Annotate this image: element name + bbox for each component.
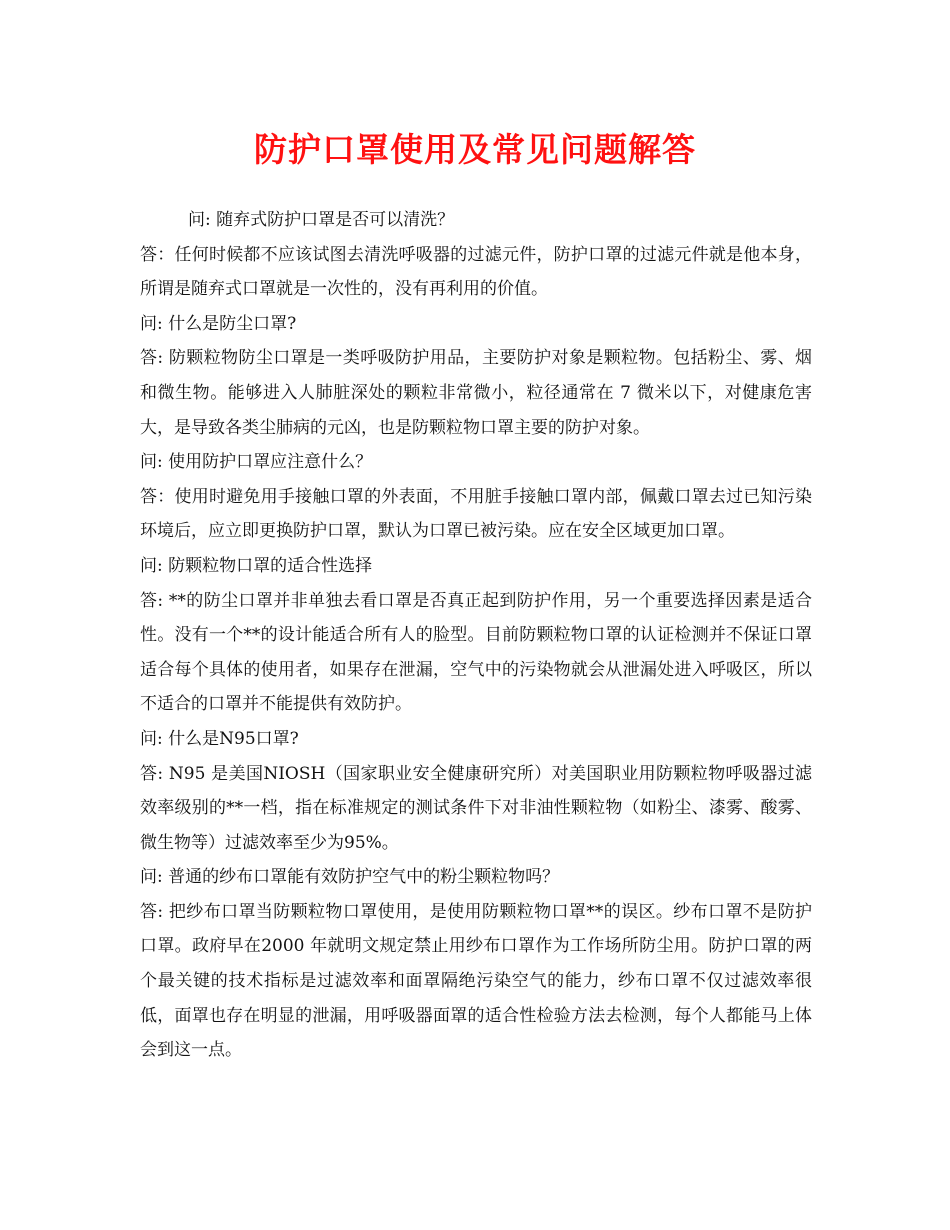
question-2: 问: 什么是防尘口罩? [140, 313, 297, 334]
answer-6: 答: 把纱布口罩当防颗粒物口罩使用，是使用防颗粒物口罩**的误区。纱布口罩不是防护口罩。政府早在2000 年就明文规定禁止用纱布口罩作为工作场所防尘用。防护口罩的两个最关键的技术指标是过滤效率和面罩隔绝污染空气的能力，纱布口罩不仅过滤效率很低，面罩也存在明显的泄漏，用呼吸器面罩的适合性检验方法去检测，每个人都能马上体会到这一点。 [140, 901, 812, 1061]
page-title: 防护口罩使用及常见问题解答 [254, 130, 696, 169]
question-5: 问: 什么是N95口罩? [140, 728, 299, 749]
question-1: 问: 随弃式防护口罩是否可以清洗？ [188, 210, 455, 230]
question-6: 问: 普通的纱布口罩能有效防护空气中的粉尘颗粒物吗？ [140, 867, 560, 888]
qa-content [140, 203, 812, 1068]
question-4: 问: 防颗粒物口罩的适合性选择 [140, 555, 373, 576]
answer-1: 答：任何时候都不应该试图去清洗呼吸器的过滤元件，防护口罩的过滤元件就是他本身，所谓是随弃式口罩就是一次性的，没有再利用的价值。 [140, 244, 812, 300]
answer-3: 答：使用时避免用手接触口罩的外表面，不用脏手接触口罩内部，佩戴口罩去过已知污染环境后，应立即更换防护口罩，默认为口罩已被污染。应在安全区域更加口罩。 [140, 486, 812, 542]
answer-4: 答: **的防尘口罩并非单独去看口罩是否真正起到防护作用，另一个重要选择因素是适合性。没有一个**的设计能适合所有人的脸型。目前防颗粒物口罩的认证检测并不保证口罩适合每个具体的使用者，如果存在泄漏，空气中的污染物就会从泄漏处进入呼吸区，所以不适合的口罩并不能提供有效防护。 [140, 590, 812, 715]
question-3: 问: 使用防护口罩应注意什么？ [140, 452, 373, 473]
answer-5: 答: N95 是美国NIOSH（国家职业安全健康研究所）对美国职业用防颗粒物呼吸器过滤效率级别的**一档，指在标准规定的测试条件下对非油性颗粒物（如粉尘、漆雾、酸雾、微生物等）过滤效率至少为95%。 [140, 763, 812, 853]
answer-2: 答: 防颗粒物防尘口罩是一类呼吸防护用品，主要防护对象是颗粒物。包括粉尘、雾、烟和微生物。能够进入人肺脏深处的颗粒非常微小，粒径通常在 7 微米以下，对健康危害大，是导致各类尘肺病的元凶，也是防颗粒物口罩主要的防护对象。 [140, 348, 812, 438]
